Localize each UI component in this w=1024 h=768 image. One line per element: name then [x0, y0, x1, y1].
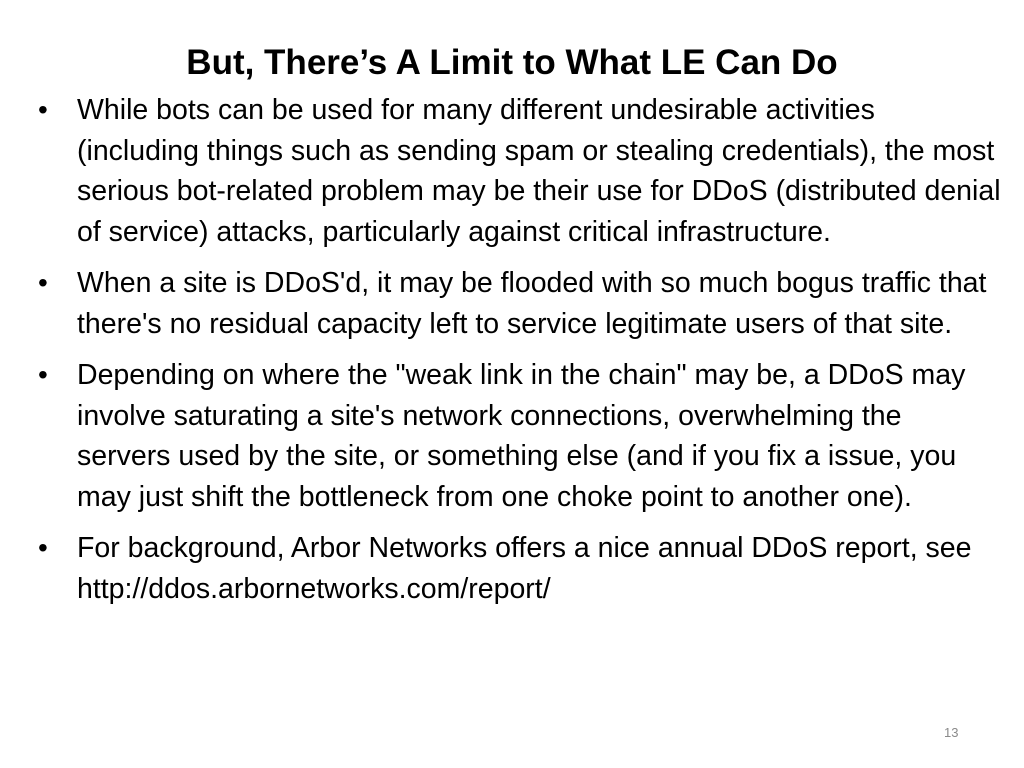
bullet-text: While bots can be used for many different undesirable activities (including things such as sending spam or stealing credentials), the most serious bot-related problem may be their use for DDoS (distributed denial of service) attacks, particularly against critical infrastructure.: [77, 94, 1001, 248]
bullet-marker: •: [38, 359, 48, 390]
bullet-item: [32, 528, 1002, 609]
bullet-item: [32, 355, 1002, 517]
bullet-marker: •: [38, 94, 48, 125]
slide-title: But, There’s A Limit to What LE Can Do: [186, 43, 838, 83]
bullet-text: When a site is DDoS'd, it may be flooded with so much bogus traffic that there's no residual capacity left to service legitimate users of that site.: [77, 267, 987, 340]
bullet-list: [32, 90, 1002, 620]
bullet-marker: •: [38, 532, 48, 563]
bullet-item: [32, 263, 1002, 344]
bullet-item: [32, 90, 1002, 252]
bullet-text: Depending on where the "weak link in the chain" may be, a DDoS may involve saturating a site's network connections, overwhelming the servers used by the site, or something else (and if you fix a issue, you may just shift the bottleneck from one choke point to another one).: [77, 359, 966, 513]
bullet-marker: •: [38, 267, 48, 298]
page-number: 13: [944, 725, 959, 740]
bullet-text: For background, Arbor Networks offers a nice annual DDoS report, see http://ddos.arbornetworks.com/report/: [77, 532, 972, 605]
